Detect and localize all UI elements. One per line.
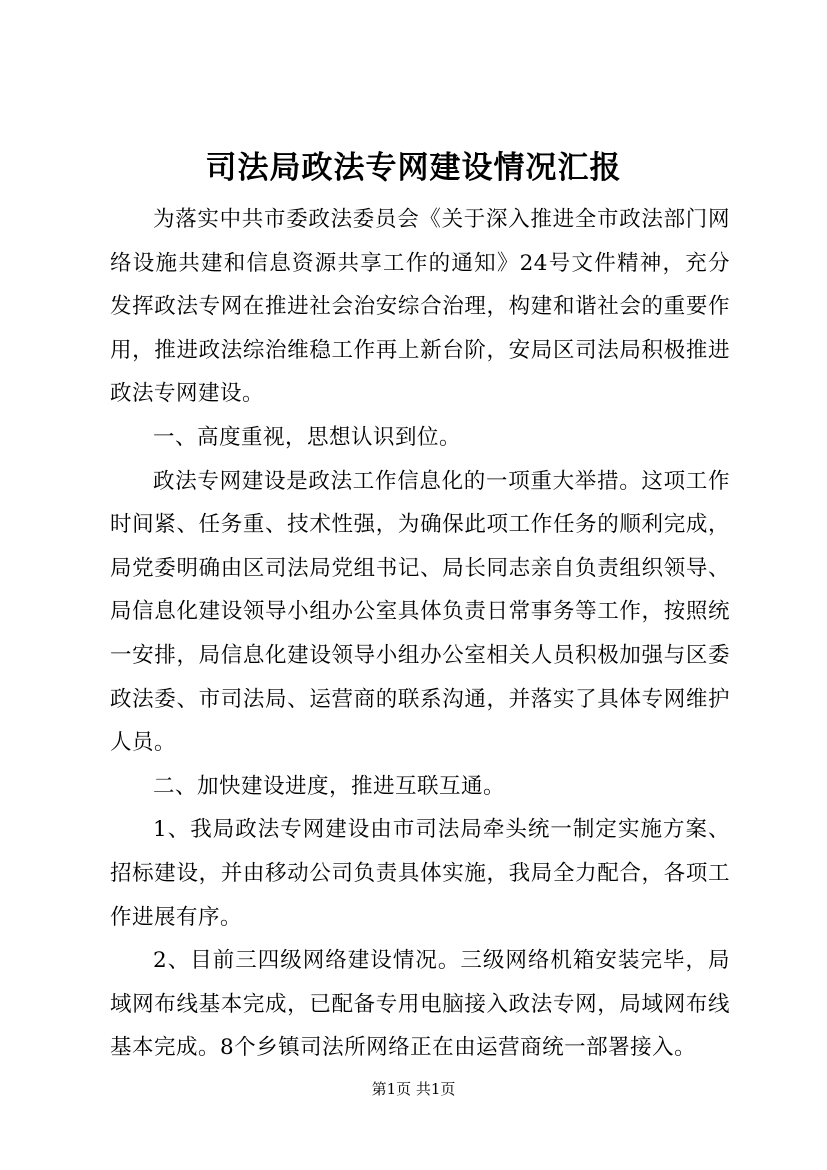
- paragraph-section-1: 政法专网建设是政法工作信息化的一项重大举措。这项工作时间紧、任务重、技术性强，为确保此项工作任务的顺利完成，局党委明确由区司法局党组书记、局长同志亲自负责组织领导、局信息化建设领导小组办公室具体负责日常事务等工作，按照统一安排，局信息化建设领导小组办公室相关人员积极加强与区委政法委、市司法局、运营商的联系沟通，并落实了具体专网维护人员。: [110, 468, 730, 756]
- paragraph-item-2: 2、目前三四级网络建设情况。三级网络机箱安装完毕，局域网布线基本完成，已配备专用电脑接入政法专网，局域网布线基本完成。8个乡镇司法所网络正在由运营商统一部署接入。: [110, 948, 730, 1061]
- section-heading-1: 一、高度重视，思想认识到位。: [153, 424, 462, 450]
- section-heading-2: 二、加快建设进度，推进互联互通。: [153, 773, 506, 799]
- paragraph-item-1: 1、我局政法专网建设由市司法局牵头统一制定实施方案、招标建设，并由移动公司负责具体实施，我局全力配合，各项工作进展有序。: [110, 817, 730, 930]
- document-body: [110, 198, 730, 1070]
- document-title: 司法局政法专网建设情况汇报: [205, 150, 622, 186]
- page-footer: 第1页 共1页: [371, 1080, 456, 1098]
- paragraph-intro: 为落实中共市委政法委员会《关于深入推进全市政法部门网络设施共建和信息资源共享工作的通知》24号文件精神，充分发挥政法专网在推进社会治安综合治理，构建和谐社会的重要作用，推进政法综治维稳工作再上新台阶，安局区司法局积极推进政法专网建设。: [110, 207, 730, 407]
